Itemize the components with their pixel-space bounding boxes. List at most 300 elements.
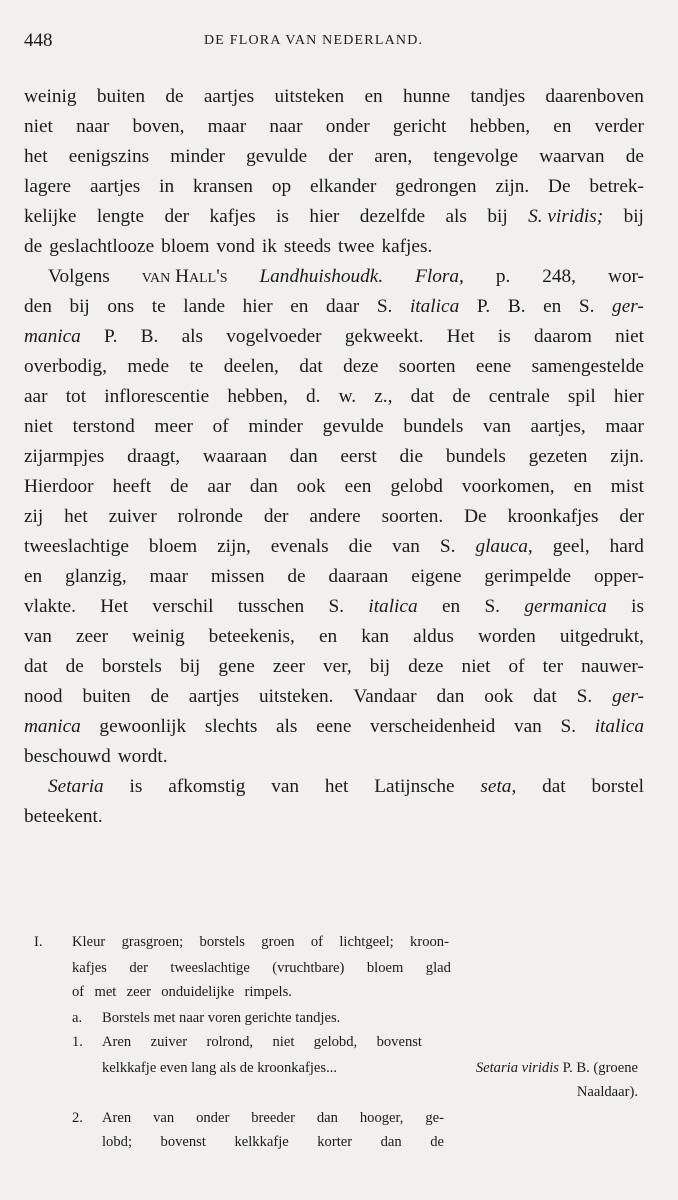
word: ver, xyxy=(323,656,352,677)
word: beteekent. xyxy=(24,806,103,827)
key-word: hooger, xyxy=(359,1110,404,1126)
word: bundels xyxy=(445,446,506,467)
word: De xyxy=(464,506,487,527)
text-line xyxy=(24,352,644,382)
word: van xyxy=(392,536,420,557)
text-line xyxy=(24,562,644,592)
word: hier xyxy=(309,206,340,227)
word: germanica xyxy=(524,596,607,617)
word: zijarmpjes xyxy=(24,446,105,467)
word: B. xyxy=(507,296,526,317)
word: B. xyxy=(140,326,159,347)
word: kafjes. xyxy=(381,236,433,257)
word: de xyxy=(65,656,84,677)
key-word: of xyxy=(310,934,324,950)
word: glanzig, xyxy=(65,566,127,587)
word: verder xyxy=(594,116,644,137)
word: de xyxy=(150,686,169,707)
word: kransen xyxy=(192,176,253,197)
key-item1-right xyxy=(476,1060,638,1077)
key-word: breeder xyxy=(251,1110,295,1126)
word: het xyxy=(24,146,48,167)
key-label-2: 2. xyxy=(72,1110,83,1126)
key-word: onder xyxy=(196,1110,230,1126)
word: lande xyxy=(183,296,226,317)
word: overbodig, xyxy=(24,356,107,377)
key-word: korter xyxy=(317,1134,353,1150)
word: gericht xyxy=(392,116,447,137)
key-item1-line xyxy=(102,1034,422,1051)
word: eenigszins xyxy=(68,146,150,167)
key-word: der xyxy=(129,960,148,976)
text-line xyxy=(24,592,644,622)
word: die xyxy=(348,536,373,557)
word: S. viridis; xyxy=(528,206,604,227)
text-line xyxy=(24,472,644,502)
word: uitsteken. xyxy=(259,686,334,707)
text-line xyxy=(24,772,644,802)
word: afkomstig xyxy=(168,776,246,797)
word: eerst xyxy=(340,446,377,467)
word: Volgens xyxy=(48,266,110,287)
word: dat xyxy=(24,656,48,677)
word: P. xyxy=(104,326,118,347)
key-word: met xyxy=(94,984,117,1000)
word: S. xyxy=(439,536,456,557)
word: van xyxy=(513,716,542,737)
key-word: de xyxy=(430,1134,444,1150)
word: beschouwd xyxy=(24,746,111,767)
word: uitsteken xyxy=(274,86,345,107)
word: zeer xyxy=(75,626,109,647)
word: bij xyxy=(179,656,201,677)
key-label-a: a. xyxy=(72,1010,83,1026)
key-word: gelobd, xyxy=(313,1034,358,1050)
key-item1-last: kelkkafje even lang als de kroonkafjes... xyxy=(102,1060,338,1076)
word: dezelfde xyxy=(359,206,426,227)
word: z., xyxy=(374,386,393,407)
key-word: lichtgeel; xyxy=(339,934,394,950)
page-number: 448 xyxy=(24,30,53,51)
word: naar xyxy=(76,116,110,137)
word: gene xyxy=(218,656,255,677)
word: nood xyxy=(24,686,63,707)
word: en xyxy=(318,626,338,647)
word: mede xyxy=(127,356,170,377)
word: manica xyxy=(24,326,81,347)
word: dat xyxy=(542,776,566,797)
word: den xyxy=(24,296,52,317)
word: De xyxy=(548,176,571,197)
word: zuiver xyxy=(108,506,157,527)
word: deze xyxy=(343,356,379,377)
word: bij xyxy=(623,206,644,227)
word: tweeslachtige xyxy=(24,536,129,557)
text-line xyxy=(24,442,644,472)
word: dan xyxy=(436,686,465,707)
word: deelen, xyxy=(223,356,279,377)
word: een xyxy=(344,476,372,497)
word: zijn, xyxy=(217,536,251,557)
word: d. xyxy=(305,386,321,407)
word: kafjes xyxy=(209,206,256,227)
word: Hierdoor xyxy=(24,476,94,497)
word: aartjes xyxy=(89,176,141,197)
word: aldus xyxy=(413,626,454,647)
text-line xyxy=(24,382,644,412)
text-line xyxy=(24,532,644,562)
word: glauca, xyxy=(475,536,533,557)
word: kan xyxy=(361,626,390,647)
word: dat xyxy=(299,356,323,377)
word: op xyxy=(271,176,292,197)
word: ook xyxy=(484,686,514,707)
word: voorkomen, xyxy=(461,476,555,497)
word: Landhuishoudk. xyxy=(259,266,384,287)
word: eene xyxy=(475,356,512,377)
key-word: groen xyxy=(261,934,295,950)
word: eigene xyxy=(411,566,462,587)
word: minder xyxy=(248,416,303,437)
word: kelijke xyxy=(24,206,77,227)
word: de xyxy=(170,476,189,497)
word: niet xyxy=(615,326,644,347)
key-I-line xyxy=(72,984,292,1001)
word: 248, xyxy=(542,266,576,287)
key-word: van xyxy=(153,1110,175,1126)
word: dat xyxy=(533,686,557,707)
word: buiten xyxy=(82,686,131,707)
word: de xyxy=(625,146,644,167)
word: en xyxy=(290,296,309,317)
word: hier xyxy=(613,386,644,407)
word: weinig xyxy=(132,626,185,647)
word: italica xyxy=(368,596,418,617)
word: verschil xyxy=(152,596,214,617)
key-word: onduidelijke xyxy=(161,984,235,1000)
key-item2-line xyxy=(102,1134,444,1151)
word: S. xyxy=(328,596,345,617)
key-word: bovenst xyxy=(160,1134,206,1150)
text-line xyxy=(24,82,644,112)
key-word: kroon- xyxy=(410,934,449,950)
word: beteekenis, xyxy=(208,626,295,647)
key-word: borstels xyxy=(199,934,245,950)
key-word: lobd; xyxy=(102,1134,132,1150)
word: S. xyxy=(576,686,593,707)
word: slechts xyxy=(204,716,258,737)
word: gevulde xyxy=(322,416,384,437)
word: borstels xyxy=(101,656,162,677)
text-line xyxy=(24,172,644,202)
word: bloem xyxy=(161,236,210,257)
word: twee xyxy=(338,236,375,257)
word: terstond xyxy=(72,416,135,437)
key-word: of xyxy=(72,984,85,1000)
word: van xyxy=(483,416,511,437)
word: vlakte. xyxy=(24,596,76,617)
word: als xyxy=(181,326,204,347)
word: ik xyxy=(261,236,277,257)
word: gedrongen xyxy=(395,176,477,197)
text-line xyxy=(24,412,644,442)
word: inflorescentie xyxy=(104,386,210,407)
text-line xyxy=(24,262,644,292)
word: het xyxy=(64,506,88,527)
word: lagere xyxy=(24,176,72,197)
word: niet xyxy=(24,116,53,137)
word: zij xyxy=(24,506,44,527)
word: italica xyxy=(409,296,460,317)
text-line xyxy=(24,322,644,352)
word: S. xyxy=(560,716,577,737)
word: en xyxy=(441,596,461,617)
word: hebben, xyxy=(469,116,531,137)
word: van xyxy=(271,776,300,797)
word: vogelvoeder xyxy=(226,326,322,347)
word: ter xyxy=(542,656,563,677)
word: daarom xyxy=(534,326,592,347)
word: nauwer- xyxy=(581,656,644,677)
word: soorten xyxy=(398,356,456,377)
word: buiten xyxy=(96,86,146,107)
word: vond xyxy=(216,236,255,257)
text-line xyxy=(24,232,644,262)
running-title: DE FLORA VAN NEDERLAND. xyxy=(204,33,424,48)
word: P. xyxy=(476,296,491,317)
key-word: niet xyxy=(272,1034,295,1050)
word: en xyxy=(364,86,383,107)
word: tengevolge xyxy=(433,146,518,167)
key-word: grasgroen; xyxy=(121,934,184,950)
word: der xyxy=(328,146,353,167)
word: aar xyxy=(24,386,48,407)
word: dat xyxy=(410,386,435,407)
key-I-line xyxy=(72,960,451,977)
word: naar xyxy=(269,116,303,137)
word: hier xyxy=(242,296,273,317)
word: gerimpelde xyxy=(484,566,572,587)
word: centrale xyxy=(488,386,550,407)
key-word: Kleur xyxy=(72,934,106,950)
word: of xyxy=(508,656,525,677)
word: hunne xyxy=(403,86,451,107)
word: is xyxy=(631,596,644,617)
word: seta, xyxy=(480,776,517,797)
key-word: glad xyxy=(425,960,451,976)
text-line xyxy=(24,202,644,232)
word: de xyxy=(452,386,471,407)
text-line xyxy=(24,652,644,682)
word: soorten. xyxy=(381,506,444,527)
word: opper- xyxy=(593,566,644,587)
text-line xyxy=(24,742,644,772)
word: het xyxy=(324,776,349,797)
key-label-I: I. xyxy=(34,934,43,950)
text-line xyxy=(24,502,644,532)
body-text xyxy=(24,82,644,832)
word: elkander xyxy=(309,176,377,197)
word: en xyxy=(553,116,572,137)
word: tot xyxy=(65,386,87,407)
word: te xyxy=(151,296,166,317)
key-word: kafjes xyxy=(72,960,107,976)
key-word: ge- xyxy=(425,1110,444,1126)
word: wordt. xyxy=(117,746,168,767)
word: niet xyxy=(461,656,491,677)
word: bij xyxy=(487,206,508,227)
word: waaraan xyxy=(202,446,268,467)
word: die xyxy=(399,446,424,467)
word: is xyxy=(276,206,289,227)
word: onder xyxy=(325,116,370,137)
word: borstel xyxy=(591,776,644,797)
word: van Hall's xyxy=(141,266,228,287)
word: evenals xyxy=(270,536,329,557)
key-word: dan xyxy=(316,1110,338,1126)
word: manica xyxy=(24,716,81,737)
word: de xyxy=(287,566,306,587)
text-line xyxy=(24,292,644,322)
word: in xyxy=(159,176,175,197)
word: is xyxy=(129,776,143,797)
key-word: rolrond, xyxy=(206,1034,254,1050)
word: of xyxy=(212,416,229,437)
word: S. xyxy=(578,296,595,317)
key-a-text: Borstels met naar voren gerichte tandjes. xyxy=(102,1010,341,1026)
word: der xyxy=(619,506,644,527)
word: missen xyxy=(210,566,265,587)
word: rolronde xyxy=(177,506,243,527)
word: en xyxy=(24,566,43,587)
word: gezeten xyxy=(528,446,588,467)
word: mist xyxy=(610,476,644,497)
key-word: Aren xyxy=(102,1034,132,1050)
word: ook xyxy=(296,476,326,497)
word: hard xyxy=(609,536,644,557)
word: Vandaar xyxy=(353,686,417,707)
word: gekweekt. xyxy=(344,326,424,347)
key-word: zuiver xyxy=(150,1034,188,1050)
word: aartjes xyxy=(188,686,240,707)
word: minder xyxy=(170,146,225,167)
key-word: bloem xyxy=(366,960,404,976)
word: tusschen xyxy=(237,596,305,617)
word: andere xyxy=(309,506,361,527)
word: italica xyxy=(594,716,644,737)
word: deze xyxy=(408,656,444,677)
word: S. xyxy=(376,296,393,317)
word: bloem xyxy=(148,536,198,557)
word: gewoonlijk xyxy=(99,716,187,737)
text-line xyxy=(24,622,644,652)
word: en xyxy=(573,476,592,497)
word: kroonkafjes xyxy=(507,506,599,527)
word: waarvan xyxy=(539,146,605,167)
word: zeer xyxy=(272,656,305,677)
word: der xyxy=(263,506,289,527)
word: aartjes, xyxy=(530,416,586,437)
word: ger- xyxy=(612,296,644,317)
word: daar xyxy=(326,296,360,317)
word: S. xyxy=(484,596,500,617)
word: bij xyxy=(369,656,391,677)
word: als xyxy=(445,206,467,227)
word: meer xyxy=(154,416,193,437)
key-word: tweeslachtige xyxy=(170,960,250,976)
word: maar xyxy=(207,116,247,137)
word: ons xyxy=(107,296,135,317)
word: de xyxy=(24,236,43,257)
text-line xyxy=(24,112,644,142)
word: aartjes xyxy=(203,86,255,107)
word: daarenboven xyxy=(545,86,644,107)
word: maar xyxy=(149,566,189,587)
word: daaraan xyxy=(328,566,389,587)
page-header xyxy=(24,30,644,60)
word: te xyxy=(189,356,204,377)
word: w. xyxy=(338,386,357,407)
text-line xyxy=(24,712,644,742)
word: ger- xyxy=(612,686,644,707)
word: p. xyxy=(495,266,511,287)
word: niet xyxy=(24,416,53,437)
word: aren, xyxy=(374,146,413,167)
word: Latijnsche xyxy=(374,776,455,797)
key-word: dan xyxy=(380,1134,402,1150)
key-word: (vruchtbare) xyxy=(272,960,345,976)
word: dan xyxy=(289,446,318,467)
key-item2-line xyxy=(102,1110,444,1127)
key-label-1: 1. xyxy=(72,1034,83,1050)
word: bij xyxy=(69,296,90,317)
word: zijn. xyxy=(495,176,530,197)
word: hebben, xyxy=(227,386,288,407)
word: gelobd xyxy=(390,476,443,497)
word: Setaria xyxy=(48,776,104,797)
key-item1-common: Naaldaar). xyxy=(576,1084,638,1100)
word: betrek- xyxy=(589,176,644,197)
word: lengte xyxy=(96,206,145,227)
word: bundels xyxy=(403,416,464,437)
key-item1-species: Setaria viridis xyxy=(475,1060,559,1076)
word: Het xyxy=(100,596,129,617)
key-I-line xyxy=(72,934,449,951)
word: samengestelde xyxy=(531,356,644,377)
word: heeft xyxy=(112,476,152,497)
word: Het xyxy=(446,326,475,347)
word: geslachtlooze xyxy=(49,236,155,257)
word: gevulde xyxy=(246,146,308,167)
word: der xyxy=(164,206,190,227)
word: maar xyxy=(605,416,644,437)
word: steeds xyxy=(283,236,332,257)
word: geel, xyxy=(552,536,590,557)
key-word: zeer xyxy=(126,984,151,1000)
word: uitgedrukt, xyxy=(559,626,644,647)
word: worden xyxy=(477,626,536,647)
key-word: rimpels. xyxy=(244,984,292,1000)
word: en xyxy=(543,296,562,317)
word: is xyxy=(497,326,511,347)
text-line xyxy=(24,802,644,832)
word: als xyxy=(275,716,298,737)
word: aar xyxy=(207,476,231,497)
word: de xyxy=(165,86,184,107)
text-line xyxy=(24,682,644,712)
word: spil xyxy=(567,386,596,407)
word: verscheidenheid xyxy=(370,716,496,737)
